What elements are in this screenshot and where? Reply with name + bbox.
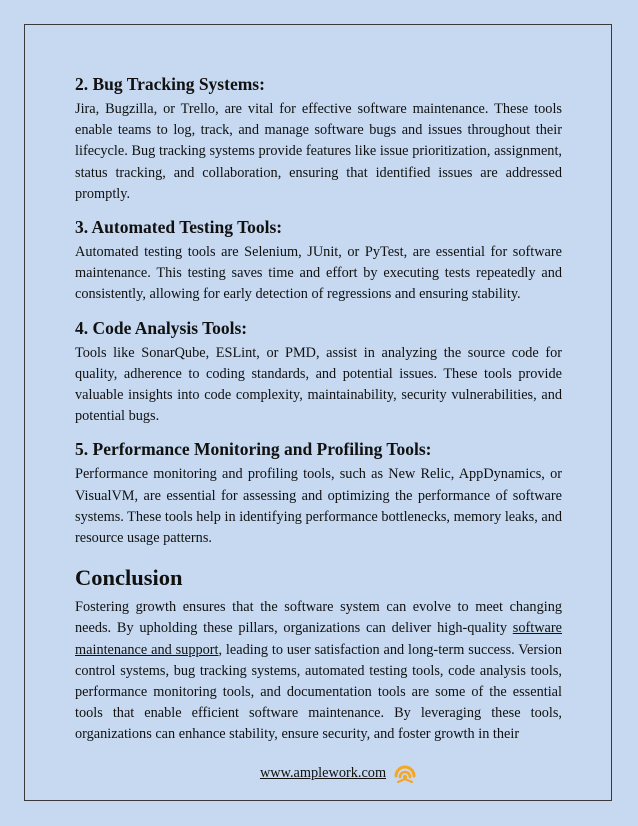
document-body (75, 72, 562, 746)
section-body: Performance monitoring and profiling tools, such as New Relic, AppDynamics, or VisualVM, are essential for assessing and optimizing the performance of software systems. These tools help in identifying performance bottlenecks, memory leaks, and resource usage patterns. (75, 466, 562, 547)
section-bug-tracking (75, 72, 562, 205)
amplework-logo-icon (392, 760, 418, 786)
software-maintenance-link[interactable]: software maintenance and support (75, 620, 562, 658)
section-automated-testing (75, 215, 562, 306)
conclusion-text-before-link: Fostering growth ensures that the software system can evolve to meet changing needs. By upholding these pillars, organizations can deliver high-quality (75, 599, 562, 637)
section-body: Automated testing tools are Selenium, JUnit, or PyTest, are essential for software maintenance. This testing saves time and effort by executing tests repeatedly and consistently, allowing for early detection of regressions and ensuring stability. (75, 244, 562, 303)
section-body: Jira, Bugzilla, or Trello, are vital for effective software maintenance. These tools enable teams to log, track, and manage software bugs and issues throughout their lifecycle. Bug tracking systems provide features like issue prioritization, assignment, status tracking, and collaboration, ensuring that identified issues are addressed promptly. (75, 101, 562, 202)
section-heading: 4. Code Analysis Tools: (75, 317, 248, 338)
section-performance-monitoring (75, 437, 562, 549)
conclusion-heading: Conclusion (75, 565, 183, 591)
conclusion-text-after-link: , leading to user satisfaction and long-term success. Version control systems, bug tracking systems, automated testing tools, code analysis tools, performance monitoring tools, and documentation tools are some of the essential tools that enable efficient software maintenance. By leveraging these tools, organizations can enhance stability, ensure security, and foster growth in their (75, 641, 562, 743)
section-code-analysis (75, 316, 562, 428)
section-heading: 3. Automated Testing Tools: (75, 217, 283, 238)
conclusion-section (75, 563, 562, 745)
website-link[interactable]: www.amplework.com (259, 764, 387, 781)
section-heading: 5. Performance Monitoring and Profiling Tools: (75, 439, 432, 460)
section-body: Tools like SonarQube, ESLint, or PMD, assist in analyzing the source code for quality, adherence to coding standards, and potential issues. These tools provide valuable insights into code complexity, maintainability, security vulnerabilities, and potential bugs. (75, 344, 562, 425)
conclusion-body (75, 597, 562, 745)
page-footer (0, 760, 638, 786)
section-heading: 2. Bug Tracking Systems: (75, 74, 265, 94)
